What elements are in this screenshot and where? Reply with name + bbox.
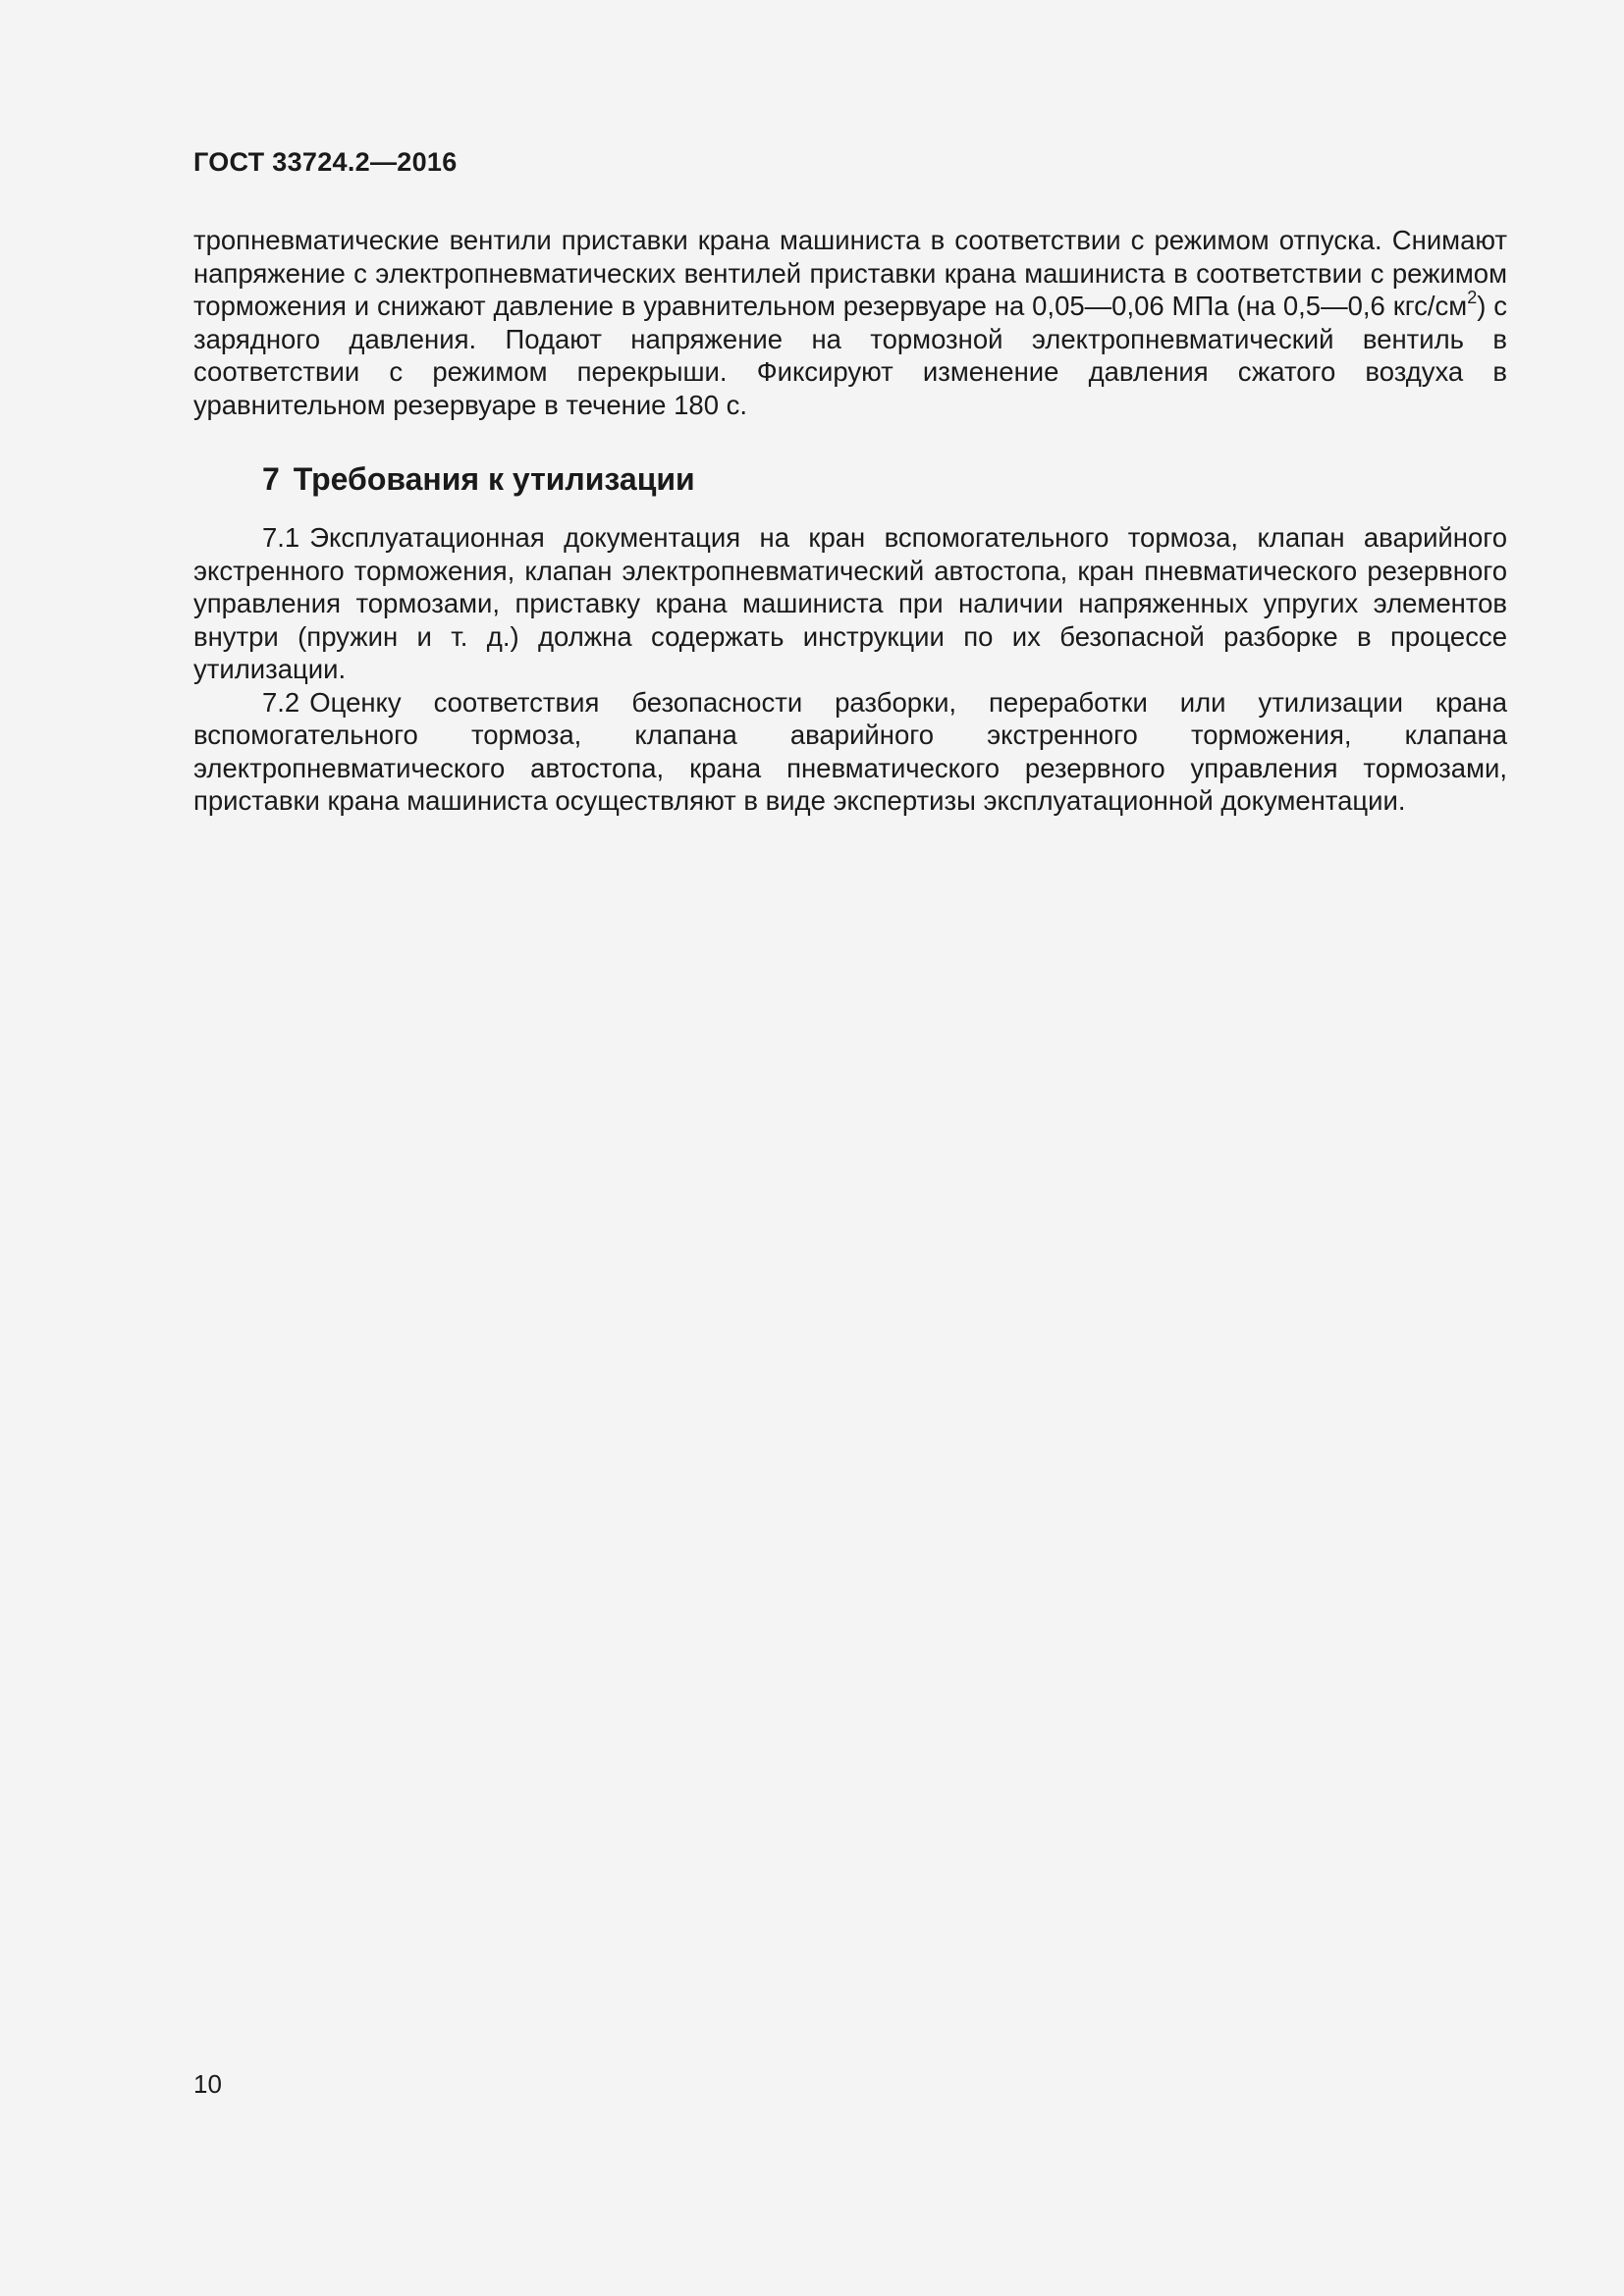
clause-number: 7.1 xyxy=(262,522,300,553)
clause-number: 7.2 xyxy=(262,686,300,718)
superscript-exponent: 2 xyxy=(1467,287,1478,307)
section-clauses xyxy=(193,521,1507,818)
section-heading xyxy=(262,461,695,498)
section-number: 7 xyxy=(262,461,280,497)
clause-text: Эксплуатационная документация на кран вспомогательного тормоза, клапан аварийного экстренного торможения, клапан электропневматический автостопа, кран пневматического резервного управления тормозами, приставку крана машиниста при наличии напряженных упругих элементов внутри (пружин и т. д.) должна содержать инструкции по их безопасной разборке в процессе утилизации. xyxy=(193,522,1507,684)
continuation-text xyxy=(193,224,1507,421)
document-header-code: ГОСТ 33724.2—2016 xyxy=(193,147,458,177)
page-number: 10 xyxy=(193,2069,222,2099)
clause-paragraph xyxy=(193,521,1507,686)
clause-text: Оценку соответствия безопасности разборки, переработки или утилизации крана вспомогательного тормоза, клапана аварийного экстренного торможения, клапана электропневматического автостопа, крана пневматического резервного управления тормозами, приставки крана машиниста осуществляют в виде экспертизы эксплуатационной документации. xyxy=(193,686,1507,816)
section-title: Требования к утилизации xyxy=(293,461,695,497)
clause-paragraph xyxy=(193,686,1507,818)
continuation-text-part2: ) с зарядного давления. Подают напряжение на тормозной электропневматический вентиль в соответствии с режимом перекрыши. Фиксируют изменение давления сжатого воздуха в уравнительном резервуаре в течение 180 с. xyxy=(193,291,1507,420)
continuation-text-part1: тропневматические вентили приставки крана машиниста в соответствии с режимом отпуска. Снимают напряжение с электропневматических вентилей приставки крана машиниста в соответствии с режимом торможения и снижают давление в уравнительном резервуаре на 0,05—0,06 МПа (на 0,5—0,6 кгс/см xyxy=(193,225,1507,321)
continuation-paragraph xyxy=(193,224,1507,421)
